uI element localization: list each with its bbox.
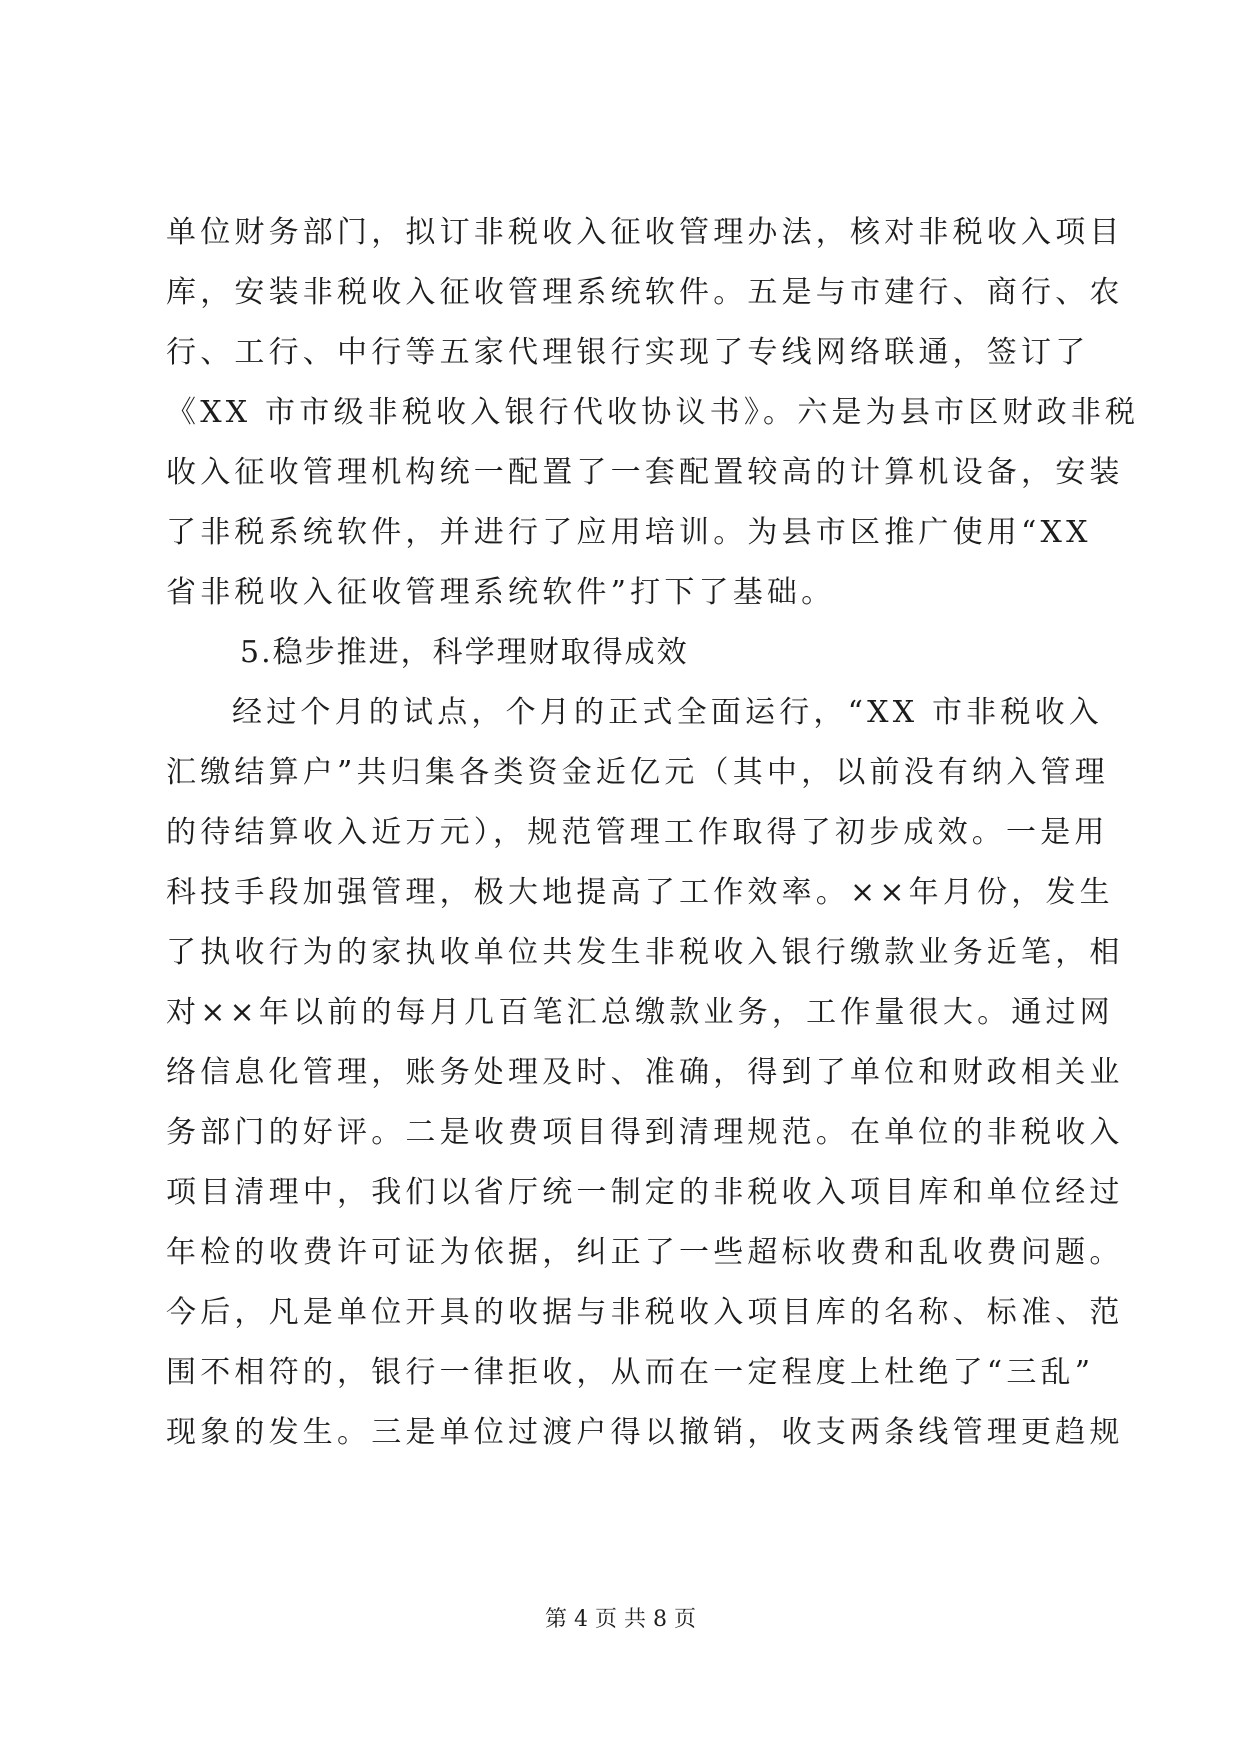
page-footer: 第 4 页 共 8 页 xyxy=(545,1607,696,1632)
section-heading: 5.稳步推进，科学理财取得成效 xyxy=(240,635,689,670)
paragraph-line-9: 经过个月的试点，个月的正式全面运行，“XX 市非税收入 xyxy=(232,695,1103,730)
paragraph-line-1: 单位财务部门，拟订非税收入征收管理办法，核对非税收入项目 xyxy=(166,215,1124,250)
paragraph-line-5: 收入征收管理机构统一配置了一套配置较高的计算机设备，安装 xyxy=(166,455,1124,490)
paragraph-line-4: 《XX 市市级非税收入银行代收协议书》。六是为县市区财政非税 xyxy=(166,395,1140,430)
paragraph-line-13: 了执收行为的家执收单位共发生非税收入银行缴款业务近笔，相 xyxy=(166,935,1124,970)
paragraph-line-10: 汇缴结算户”共归集各类资金近亿元（其中，以前没有纳入管理 xyxy=(166,755,1109,790)
paragraph-line-11: 的待结算收入近万元），规范管理工作取得了初步成效。一是用 xyxy=(166,815,1109,850)
paragraph-line-17: 项目清理中，我们以省厅统一制定的非税收入项目库和单位经过 xyxy=(166,1175,1124,1210)
paragraph-line-6: 了非税系统软件，并进行了应用培训。为县市区推广使用“XX xyxy=(166,515,1092,550)
paragraph-line-2: 库，安装非税收入征收管理系统软件。五是与市建行、商行、农 xyxy=(166,275,1124,310)
paragraph-line-18: 年检的收费许可证为依据，纠正了一些超标收费和乱收费问题。 xyxy=(166,1235,1124,1270)
paragraph-line-7: 省非税收入征收管理系统软件”打下了基础。 xyxy=(166,575,836,610)
paragraph-line-16: 务部门的好评。二是收费项目得到清理规范。在单位的非税收入 xyxy=(166,1115,1124,1150)
paragraph-line-21: 现象的发生。三是单位过渡户得以撤销，收支两条线管理更趋规 xyxy=(166,1415,1124,1450)
paragraph-line-3: 行、工行、中行等五家代理银行实现了专线网络联通，签订了 xyxy=(166,335,1090,370)
paragraph-line-12: 科技手段加强管理，极大地提高了工作效率。××年月份，发生 xyxy=(166,875,1114,910)
paragraph-line-15: 络信息化管理，账务处理及时、准确，得到了单位和财政相关业 xyxy=(166,1055,1124,1090)
paragraph-line-20: 围不相符的，银行一律拒收，从而在一定程度上杜绝了“三乱” xyxy=(166,1355,1095,1390)
paragraph-line-14: 对××年以前的每月几百笔汇总缴款业务，工作量很大。通过网 xyxy=(166,995,1114,1030)
paragraph-line-19: 今后，凡是单位开具的收据与非税收入项目库的名称、标准、范 xyxy=(166,1295,1124,1330)
